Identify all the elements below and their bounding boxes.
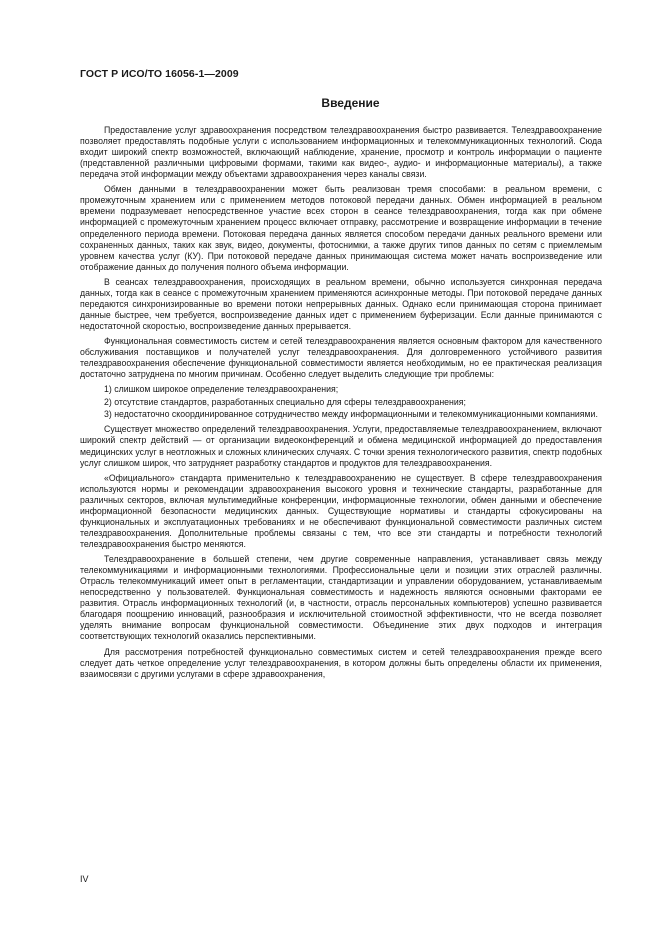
document-code-header: ГОСТ Р ИСО/ТО 16056-1—2009 (80, 68, 239, 80)
paragraph: «Официального» стандарта применительно к телездравоохранению не существует. В сфере телездравоохранения используются нормы и рекомендации здравоохранения высокого уровня и технические стандарты, разработанные для различных секторов, включая мультимедийные конференции, информационные технологии, обмен данными и обеспечение информационной безопасности медицинских данных. Существующие нормативы и стандарты сфокусированы на функциональных и эксплуатационных требованиях и не обеспечивают функциональной совместимости различных систем телездравоохранения. Дополнительные проблемы связаны с тем, что все эти стандарты и потребности технологий телездравоохранения быстро меняются. (80, 472, 602, 549)
list-item: 2) отсутствие стандартов, разработанных специально для сферы телездравоохранения; (104, 396, 466, 407)
body-text (80, 125, 602, 684)
paragraph: Обмен данными в телездравоохранении может быть реализован тремя способами: в реальном времени, с промежуточным хранением или с применением методов потоковой передачи данных. Обмен информацией в реальном времени подразумевает непосредственное участие всех сторон в сеансе телездравоохранения, тогда как при обмене информацией с промежуточным хранением процесс включает отправку, рассмотрение и возвращение информации в течение определенного периода времени. Потоковая передача данных является способом передачи данных реального времени или сохраненных данных, таких как звук, видео, документы, фотоснимки, а также других типов данных по сетям с приемлемым уровнем качества услуг (КУ). При потоковой передаче данных принимающая система может начать воспроизведение или отображение данных до получения полного объема информации. (80, 184, 602, 272)
paragraph: В сеансах телездравоохранения, происходящих в реальном времени, обычно используется синхронная передача данных, тогда как в сеансе с промежуточным хранением применяются асинхронные методы. При потоковой передаче данных передаются синхронизированные во времени потоки непрерывных данных. Однако если принимающая сторона принимает данные быстрее, чем требуется, воспроизведение данных идет с применением буферизации. Если данные принимаются с недостаточной скоростью, воспроизведение данных прерывается. (80, 276, 602, 331)
section-title: Введение (321, 96, 380, 110)
paragraph: Телездравоохранение в большей степени, чем другие современные направления, устанавливает связь между телекоммуникациями и информационными технологиями. Профессиональные цели и позиции этих отраслей различны. Отрасль телекоммуникаций имеет опыт в регламентации, стандартизации и управлении оборудованием, устанавливаемым непосредственно у пользователей. Функциональная совместимость и надежность являются основными факторами ее развития. Отрасль информационных технологий (и, в частности, отрасль персональных компьютеров) успешно развивается благодаря поощрению инноваций, разнообразия и исключительной стоимостной эффективности, что не всегда позволяет уделять внимание вопросам функциональной совместимости. Объединение этих двух подходов и интеграция соответствующих технологий оказались перспективными. (80, 554, 602, 642)
paragraph: Предоставление услуг здравоохранения посредством телездравоохранения быстро развивается. Телездравоохранение позволяет предоставлять подобные услуги с использованием информационных и телекоммуникационных технологий. Сюда входит широкий спектр возможностей, включающий наблюдение, хранение, просмотр и контроль информации о пациенте (представленной различными цифровыми формами, такими как видео-, аудио- и информационные материалы), а также передача этой информации между объектами здравоохранения через каналы связи. (80, 125, 602, 180)
paragraph: Для рассмотрения потребностей функционально совместимых систем и сетей телездравоохранения прежде всего следует дать четкое определение услуг телездравоохранения, в котором должны быть определены области их применения, взаимосвязи с другими услугами в сфере здравоохранения, (80, 646, 602, 679)
paragraph: Функциональная совместимость систем и сетей телездравоохранения является основным фактором для качественного обслуживания поставщиков и получателей услуг телездравоохранения. Для долговременного устойчивого развития телездравоохранения обеспечение функциональной совместимости является необходимым, но ее практическая реализация достаточно затруднена по многим причинам. Особенно следует выделить следующие три проблемы: (80, 336, 602, 380)
page-number: IV (80, 874, 89, 884)
list-item: 1) слишком широкое определение телездравоохранения; (104, 384, 339, 395)
list-item: 3) недостаточно скоординированное сотрудничество между информационными и телекоммуникационными компаниями. (104, 409, 598, 420)
paragraph: Существует множество определений телездравоохранения. Услуги, предоставляемые телездравоохранением, включают широкий спектр действий — от организации видеоконференций и обмена медицинской информацией до предоставления медицинских услуг в неотложных и сложных клинических случаях. С точки зрения технологического развития, спектр подобных услуг слишком широк, что затрудняет разработку стандартов и продуктов для телездравоохранения. (80, 424, 602, 468)
